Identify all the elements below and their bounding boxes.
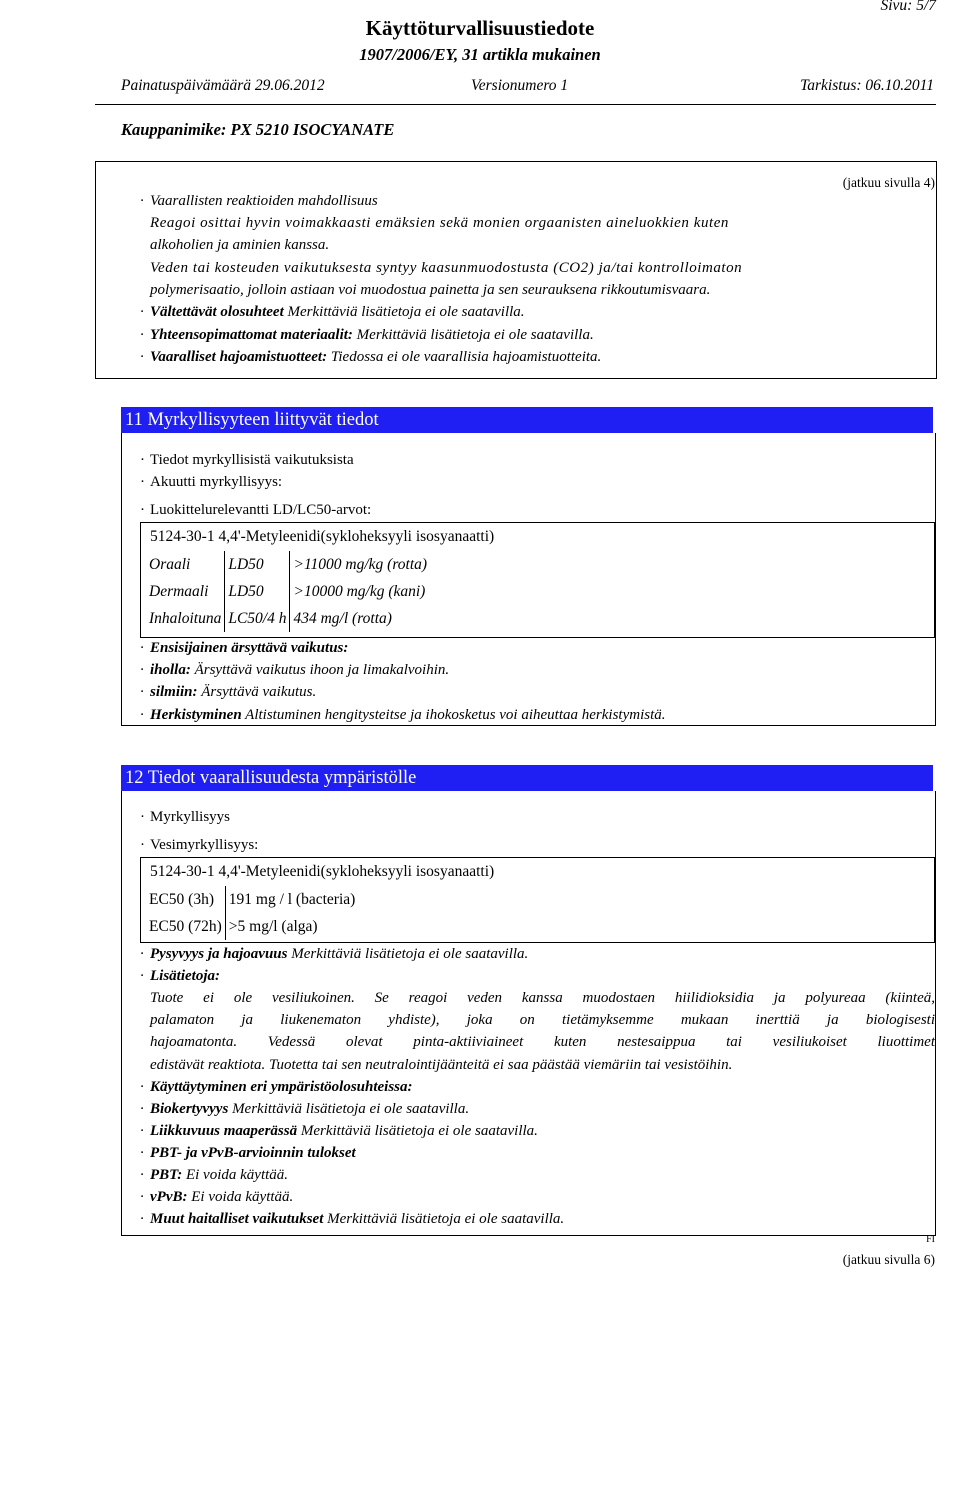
table-row [146,605,430,632]
route-cell: Inhaloituna [149,610,222,627]
continued-from-note: (jatkuu sivulla 4) [842,175,935,190]
continued-to-note: (jatkuu sivulla 6) [842,1252,935,1267]
print-date: Painatuspäivämäärä 29.06.2012 [121,77,325,94]
trade-name: Kauppanimike: PX 5210 ISOCYANATE [121,120,395,139]
vpvb-result: · vPvB: Ei voida käyttää. [140,1189,294,1205]
bioaccumulation: · Biokertyvyys Merkittäviä lisätietoja ei ole saatavilla. [140,1101,470,1117]
table-row [146,551,430,578]
reactions-heading: · Vaarallisten reaktioiden mahdollisuus [140,193,378,209]
table-row [146,578,430,605]
persistence: · Pysyvyys ja hajoavuus Merkittäviä lisätietoja ei ole saatavilla. [140,946,529,962]
acute-substance: 5124-30-1 4,4'-Metyleenidi(sykloheksyyli isosyanaatti) [150,528,495,545]
irritant-heading: · Ensisijainen ärsyttävä vaikutus: [140,640,349,656]
type-cell: EC50 (3h) [149,891,215,908]
incompatible-materials: · Yhteensopimattomat materiaalit: Merkittäviä lisätietoja ei ole saatavilla. [140,327,594,343]
table-row [146,913,358,940]
behaviour-heading: · Käyttäytyminen eri ympäristöolosuhteissa: [140,1079,413,1095]
toxicity-heading: · Myrkyllisyys [140,809,231,825]
value-cell: >11000 mg/kg (rotta) [290,551,430,578]
value-cell: 434 mg/l (rotta) [290,605,430,632]
revision-date: Tarkistus: 06.10.2011 [800,77,934,94]
pbt-heading: · PBT- ja vPvB-arvioinnin tulokset [140,1145,356,1161]
type-cell: LD50 [225,551,290,578]
reactions-text-1: Reagoi osittai hyvin voimakkaasti emäksien sekä monien orgaanisten aineluokkien kuten [150,215,729,231]
table-row [146,886,358,913]
soil-mobility: · Liikkuvuus maaperässä Merkittäviä lisätietoja ei ole saatavilla. [140,1123,538,1139]
ld-values-heading: · Luokittelurelevantti LD/LC50-arvot: [140,502,372,518]
avoid-conditions: · Vältettävät olosuhteet Merkittäviä lisätietoja ei ole saatavilla. [140,304,525,320]
document-subtitle: 1907/2006/EY, 31 artikla mukainen [359,45,601,64]
value-cell: 191 mg / l (bacteria) [225,886,358,913]
skin-effect: · iholla: Ärsyttävä vaikutus ihoon ja limakalvoihin. [140,662,450,678]
pbt-result: · PBT: Ei voida käyttää. [140,1167,289,1183]
sensitisation: · Herkistyminen Altistuminen hengitysteitse ja ihokosketus voi aiheuttaa herkistymistä. [140,707,666,723]
other-effects: · Muut haitalliset vaikutukset Merkittäviä lisätietoja ei ole saatavilla. [140,1211,565,1227]
route-cell: Dermaali [149,583,209,600]
type-cell: LD50 [225,578,290,605]
acute-toxicity-heading: · Akuutti myrkyllisyys: [140,474,283,490]
type-cell: LC50/4 h [225,605,290,632]
additional-info-text-4: edistävät reaktiota. Tuotetta tai sen neutralointijäänteitä ei saa päästää viemäriin tai vesistöihin. [150,1057,733,1073]
additional-info-heading: · Lisätietoja: [140,968,220,984]
document-title: Käyttöturvallisuustiedote [365,16,595,40]
reactions-text-2: alkoholien ja aminien kanssa. [150,237,330,253]
reactions-text-4: polymerisaatio, jolloin astiaan voi muodostua painetta ja sen seurauksena rikkoutumisvaara. [150,282,711,298]
value-cell: >5 mg/l (alga) [225,913,358,940]
additional-info-text-3: hajoamatonta. Vedessä olevat pinta-aktiiviaineet kuten nestesaippua tai vesiliukoiset liuottimet [150,1034,935,1050]
additional-info-text-2: palamaton ja liukenematon yhdiste), joka on tietämyksemme mukaan inerttiä ja biologisesti [150,1012,935,1028]
section-11-header: 11 Myrkyllisyyteen liittyvät tiedot [121,407,933,433]
aquatic-toxicity-table [146,886,358,940]
toxic-effects-heading: · Tiedot myrkyllisistä vaikutuksista [140,452,354,468]
additional-info-text-1: Tuote ei ole vesiliukoinen. Se reagoi veden kanssa muodostaen hiilidioksidia ja polyureaa (kiinteä, [150,990,935,1006]
aquatic-toxicity-heading: · Vesimyrkyllisyys: [140,837,259,853]
reactions-text-3: Veden tai kosteuden vaikutuksesta syntyy kaasunmuodostusta (CO2) ja/tai kontrolloimaton [150,260,743,276]
section-12-header: 12 Tiedot vaarallisuudesta ympäristölle [121,765,933,791]
decomposition-products: · Vaaralliset hajoamistuotteet: Tiedossa ei ole vaarallisia hajoamistuotteita. [140,349,602,365]
aquatic-substance: 5124-30-1 4,4'-Metyleenidi(sykloheksyyli isosyanaatti) [150,863,495,880]
acute-toxicity-table [146,551,430,632]
language-tag: FI [926,1234,935,1245]
route-cell: Oraali [149,556,191,573]
header-divider [95,104,936,105]
version-number: Versionumero 1 [471,77,569,94]
page-number: Sivu: 5/7 [880,0,936,14]
eye-effect: · silmiin: Ärsyttävä vaikutus. [140,684,317,700]
type-cell: EC50 (72h) [149,918,222,935]
value-cell: >10000 mg/kg (kani) [290,578,430,605]
